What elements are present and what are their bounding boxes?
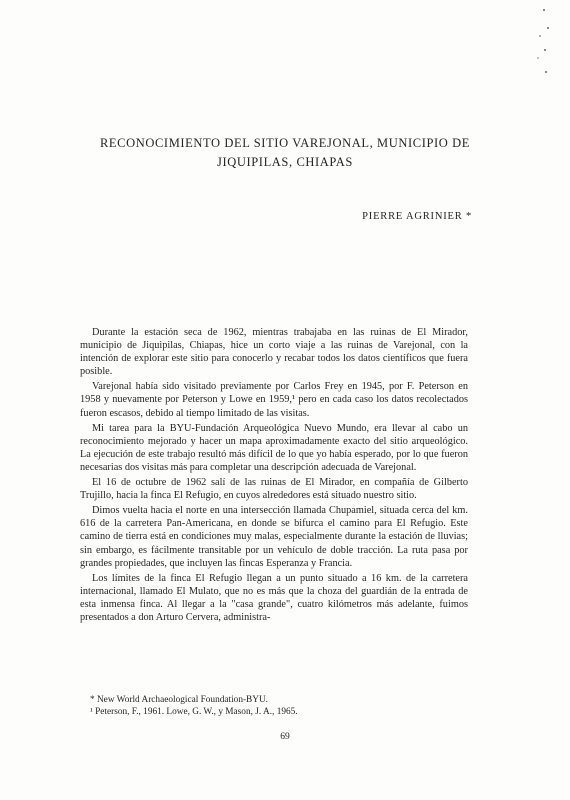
footnotes xyxy=(80,694,460,718)
paragraph: Varejonal había sido visitado previamente por Carlos Frey en 1945, por F. Peterson en 1958 y nuevamente por Peterson y Lowe en 1959,¹ pero en cada caso los datos recolectados fueron escasos, debido al tiempo limitado de las visitas. xyxy=(80,381,468,419)
body-text xyxy=(80,326,468,626)
article-title-line-2: JIQUIPILAS, CHIAPAS xyxy=(217,155,353,169)
article-title-line-1: RECONOCIMIENTO DEL SITIO VAREJONAL, MUNICIPIO DE xyxy=(100,136,470,150)
footnote-star: * New World Archaeological Foundation-BYU. xyxy=(90,695,269,705)
paragraph: Dimos vuelta hacia el norte en una intersección llamada Chupamiel, situada cerca del km. 616 de la carretera Pan-Americana, en donde se bifurca el camino para El Refugio. Este camino de tierra está en condiciones muy malas, especialmente durante la estación de lluvias; sin embargo, es fácilmente transitable por un vehículo de doble tracción. La ruta pasa por grandes propiedades, que incluyen las fincas Esperanza y Francia. xyxy=(80,505,468,569)
paragraph: Mi tarea para la BYU-Fundación Arqueológica Nuevo Mundo, era llevar al cabo un reconocimiento mejorado y hacer un mapa aproximadamente exacto del sitio arqueológico. La ejecución de este trabajo resultó más difícil de lo que yo había esperado, por lo que fueron necesarias dos visitas más para completar una descripción adecuada de Varejonal. xyxy=(80,422,468,473)
footnote-1: ¹ Peterson, F., 1961. Lowe, G. W., y Mason, J. A., 1965. xyxy=(90,707,298,717)
page-number: 69 xyxy=(280,732,290,742)
scan-artifact-marks xyxy=(530,6,552,76)
author-name: PIERRE AGRINIER * xyxy=(362,211,472,222)
paragraph: El 16 de octubre de 1962 salí de las ruinas de El Mirador, en compañía de Gilberto Trujillo, hacia la finca El Refugio, en cuyos alrededores está situado nuestro sitio. xyxy=(80,477,468,502)
paragraph: Durante la estación seca de 1962, mientras trabajaba en las ruinas de El Mirador, municipio de Jiquipilas, Chiapas, hice un corto viaje a las ruinas de Varejonal, con la intención de explorar este sitio para conocerlo y recabar todos los datos científicos que fuera posible. xyxy=(80,327,468,378)
paragraph: Los límites de la finca El Refugio llegan a un punto situado a 16 km. de la carretera internacional, llamado El Mulato, que no es más que la choza del guardián de la entrada de esta inmensa finca. Al llegar a la "casa grande", cuatro kilómetros más adelante, fuimos presentados a don Arturo Cervera, administra- xyxy=(80,572,468,623)
